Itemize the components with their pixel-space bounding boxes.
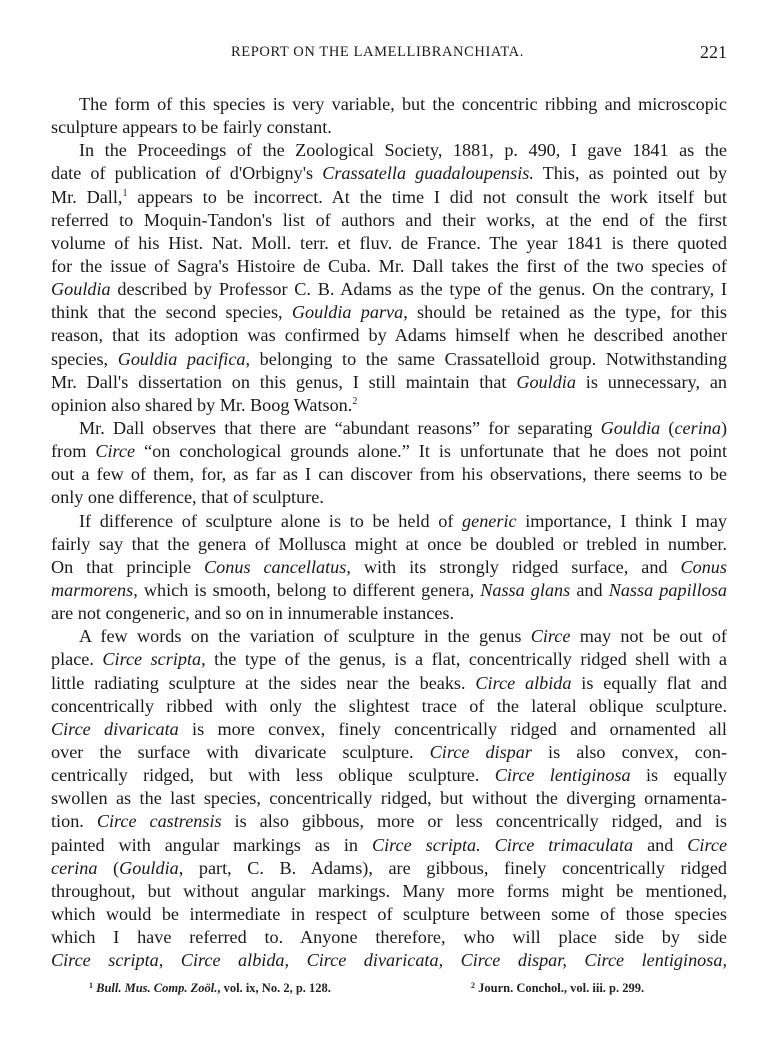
text-run: which I have referred to. Anyone therefore, who will place side by side [51,927,727,948]
text-line [51,116,727,139]
text-line [51,486,727,509]
text-line [51,209,727,232]
text-run: If difference of sculpture alone is to be held of [79,510,463,531]
text-line [51,834,727,857]
italic-taxon-name: Circe scripta. [371,834,481,855]
text-run: appears to be incorrect. At the time I did not consult the work itself but [127,186,727,207]
italic-taxon-name: Circe castrensis [96,811,222,832]
italic-taxon-name: generic [462,510,517,531]
page-number: 221 [700,42,727,62]
text-line [51,556,727,579]
footnote-citation: Journ. Conchol., vol. iii. p. 299. [478,981,645,995]
text-line [51,533,727,556]
text-run: only one difference, that of sculpture. [51,487,324,508]
text-line [51,764,727,787]
text-run: and [570,579,609,600]
text-run: little radiating sculpture at the sides near the beaks. [51,672,476,693]
footnote-1 [89,981,331,996]
italic-taxon-name: Circe trimaculata [494,834,634,855]
text-run: fairly say that the genera of Mollusca might at once be doubled or trebled in number. [51,533,727,554]
footnote-citation: , vol. ix, No. 2, p. 128. [217,981,331,995]
text-line [51,672,727,695]
text-run: and [633,834,688,855]
text-run: species, [51,348,118,369]
italic-taxon-name: Gouldia [51,279,111,300]
body-text [51,93,727,972]
text-line [51,741,727,764]
text-run: , part, C. B. Adams), are gibbous, finely concentrically ridged [178,857,727,878]
text-line [51,602,727,625]
text-run: On that principle [51,556,205,577]
text-line [51,139,727,162]
italic-taxon-name: Gouldia parva [291,302,404,323]
italic-taxon-name: Circe dispar [429,741,532,762]
italic-taxon-name: Gouldia [119,857,179,878]
text-run: “on conchological grounds alone.” It is unfortunate that he does not point [135,441,727,462]
text-run: , the type of the genus, is a flat, concentrically ridged shell with a [201,649,727,670]
paragraph [51,510,727,626]
text-run: The form of this species is very variable, but the concentric ribbing and microscopic [79,94,727,114]
paragraph [51,139,727,417]
italic-taxon-name: Circe lentiginosa [494,765,631,786]
text-run: , which is smooth, belong to different genera, [133,579,481,600]
text-run: opinion also shared by Mr. Boog Watson. [51,394,353,415]
text-run: , with its strongly ridged surface, and [346,556,681,577]
text-run: which would be intermediate in respect of sculpture between some of those species [51,903,727,924]
text-run: is unnecessary, an [575,371,727,392]
italic-taxon-name: Nassa glans [480,579,571,600]
text-run: Mr. Dall, [51,186,123,207]
footnote-source-title: Bull. Mus. Comp. Zoöl. [96,981,218,995]
text-run: ( [660,417,675,438]
text-line [51,301,727,324]
text-line [51,278,727,301]
text-line [51,93,727,116]
text-run: for the issue of Sagra's Histoire de Cuba. Mr. Dall takes the first of the two species of [51,255,727,276]
italic-taxon-name: Gouldia [600,417,661,438]
italic-taxon-name: Circe scripta [102,649,202,670]
text-line [51,695,727,718]
text-run: described by Professor C. B. Adams as the type of the genus. On the contrary, I [110,279,727,300]
text-run: In the Proceedings of the Zoological Society, 1881, p. 490, I gave 1841 as the [79,140,727,161]
text-line [51,371,727,394]
text-line [51,857,727,880]
text-run: is also gibbous, more or less concentrically ridged, and is [221,811,727,832]
text-line [51,648,727,671]
text-line [51,463,727,486]
text-run: volume of his Hist. Nat. Moll. terr. et fluv. de France. The year 1841 is there quoted [51,232,727,253]
text-line [51,394,727,417]
italic-taxon-name: Circe [687,834,727,855]
text-run: concentrically ribbed with only the slightest trace of the lateral oblique sculpture. [51,695,727,716]
text-run: are not congeneric, and so on in innumerable instances. [51,603,455,624]
text-run: date of publication of d'Orbigny's [51,163,323,184]
italic-taxon-name: Circe scripta, Circe albida, Circe divaricata, Circe dispar, Circe lentiginosa, [51,950,727,971]
italic-taxon-name: Gouldia pacifica [117,348,246,369]
text-run: sculpture appears to be fairly constant. [51,117,332,138]
text-line [51,348,727,371]
paragraph [51,417,727,510]
text-run: is also convex, con- [531,741,727,762]
paragraph [51,93,727,139]
text-run: place. [51,649,103,670]
text-run: Mr. Dall observes that there are “abundant reasons” for separating [79,417,601,438]
text-line [51,324,727,347]
text-run: importance, I think I may [516,510,727,531]
text-line [51,440,727,463]
text-run: tion. [51,811,97,832]
running-head-title: REPORT ON THE LAMELLIBRANCHIATA. [231,44,524,60]
italic-taxon-name: Circe divaricata [51,718,179,739]
paragraph [51,625,727,972]
text-run: from [51,441,96,462]
text-line [51,903,727,926]
footnote-2 [471,981,644,996]
text-run: referred to Moquin-Tandon's list of authors and their works, at the end of the first [51,209,727,230]
text-run: may not be out of [570,626,727,647]
italic-taxon-name: Conus cancellatus [204,556,347,577]
italic-taxon-name: Gouldia [516,371,576,392]
italic-taxon-name: Circe [95,441,136,462]
text-run [481,835,495,855]
text-run: throughout, but without angular markings. Many more forms might be mentioned, [51,880,727,901]
text-run: , belonging to the same Crassatelloid group. Notwithstanding [245,348,727,369]
text-run: is equally flat and [571,672,727,693]
text-line [51,232,727,255]
footnote-marker: 2 [471,981,475,990]
italic-taxon-name: cerina [674,417,721,438]
text-run: , should be retained as the type, for this [403,302,727,323]
text-line [51,949,727,972]
text-run: This, as pointed out by [533,163,727,184]
text-line [51,255,727,278]
italic-taxon-name: Circe albida [475,672,572,693]
footnote-reference: 1 [122,187,128,199]
text-line [51,810,727,833]
text-run: reason, that its adoption was confirmed by Adams himself when he described another [51,325,727,346]
text-line [51,417,727,440]
text-line [51,579,727,602]
text-run: is equally [630,765,727,786]
text-line [51,926,727,949]
text-run: Mr. Dall's dissertation on this genus, I still maintain that [51,371,517,392]
text-run: out a few of them, for, as far as I can discover from his observations, there seems to be [51,464,727,485]
text-run: A few words on the variation of sculpture in the genus [79,626,531,647]
text-run: over the surface with divaricate sculpture. [51,741,430,762]
text-line [51,510,727,533]
text-line [51,880,727,903]
text-line [51,718,727,741]
text-line [51,625,727,648]
text-run: centrically ridged, but with less oblique sculpture. [51,765,495,786]
text-line [51,186,727,209]
italic-taxon-name: Nassa papillosa [608,579,727,600]
italic-taxon-name: Circe [530,626,571,647]
italic-taxon-name: cerina [51,857,98,878]
italic-taxon-name: Conus [680,556,727,577]
text-line [51,787,727,810]
text-run: is more convex, finely concentrically ridged and ornamented all [178,718,727,739]
text-run: think that the second species, [51,302,292,323]
text-run: painted with angular markings as in [51,834,372,855]
italic-taxon-name: marmorens [51,579,134,600]
text-run: swollen as the last species, concentrically ridged, but without the diverging ornamenta- [51,788,727,809]
text-run: ) [720,417,727,438]
italic-taxon-name: Crassatella guadaloupensis. [322,163,534,184]
text-line [51,162,727,185]
text-run: ( [97,857,120,878]
footnote-reference: 2 [352,395,358,407]
running-head [51,44,727,66]
footnote-marker: 1 [89,981,93,990]
